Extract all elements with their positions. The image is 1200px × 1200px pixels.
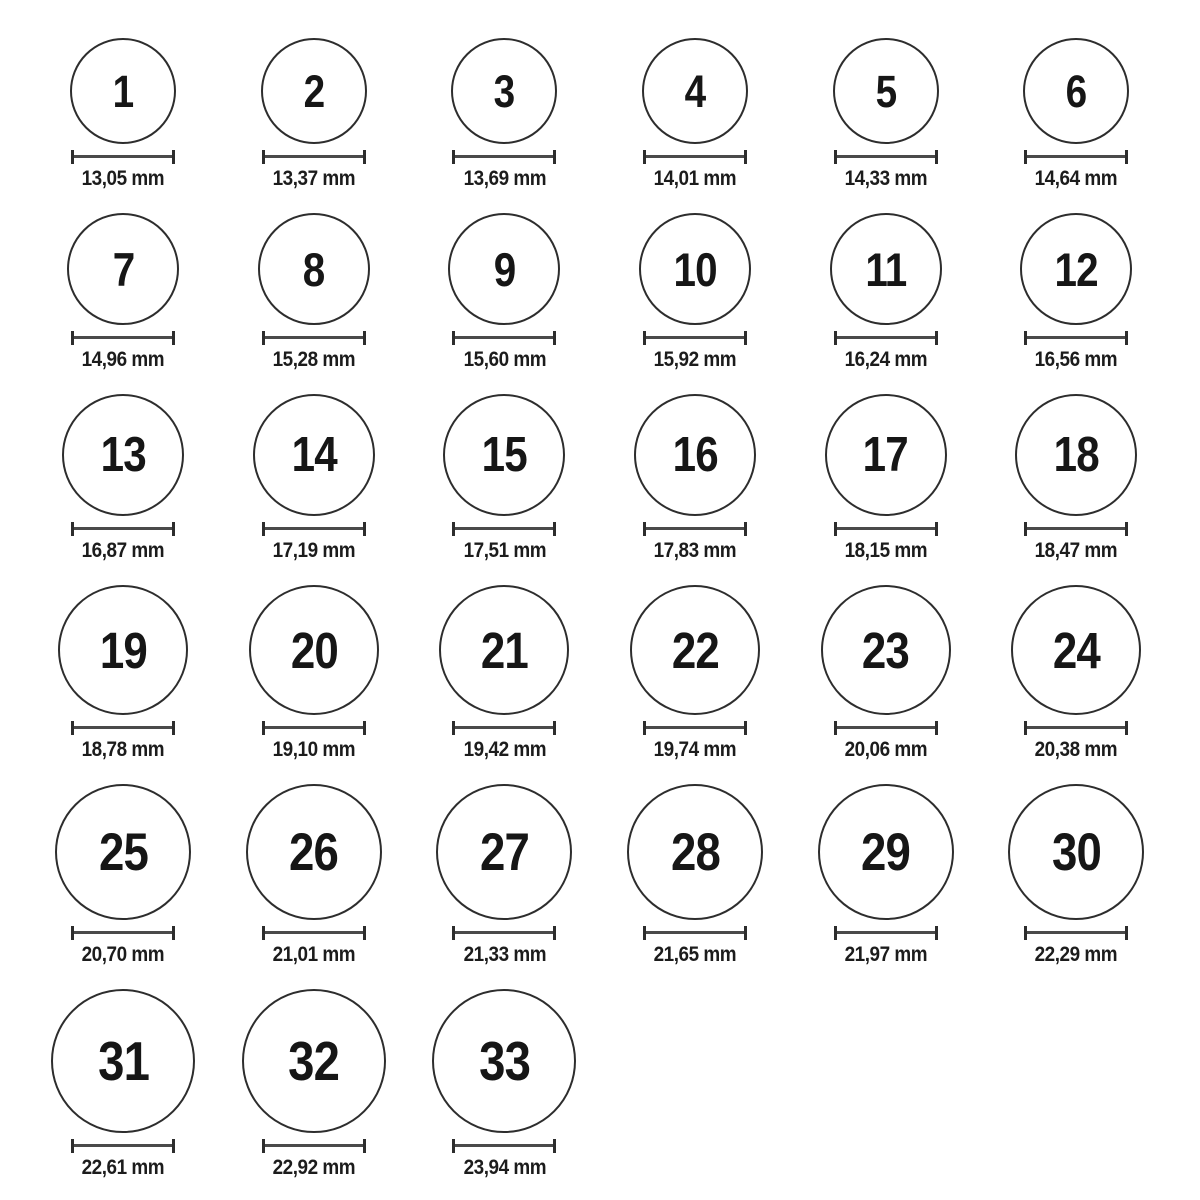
diameter-measure-line xyxy=(262,1139,366,1153)
ring-circle xyxy=(253,394,375,516)
ring-size-item xyxy=(409,989,600,1178)
diameter-label: 13,69 mm xyxy=(463,167,546,190)
diameter-measure-line xyxy=(262,522,366,536)
diameter-label: 16,56 mm xyxy=(1034,348,1118,371)
diameter-label: 21,01 mm xyxy=(272,943,356,966)
ring-size-item xyxy=(409,585,600,760)
ring-circle xyxy=(67,213,179,325)
ring-size-number: 33 xyxy=(479,1029,530,1092)
diameter-label: 21,97 mm xyxy=(844,943,927,966)
diameter-label: 14,64 mm xyxy=(1034,167,1118,190)
ring-size-item xyxy=(600,585,791,760)
ring-circle xyxy=(62,394,184,516)
ring-size-number: 26 xyxy=(289,822,339,882)
ring-circle xyxy=(436,784,572,920)
diameter-label: 19,74 mm xyxy=(653,738,737,761)
diameter-label: 15,28 mm xyxy=(272,348,356,371)
diameter-measure-line xyxy=(71,926,175,940)
ring-size-row xyxy=(28,38,1172,189)
ring-size-item xyxy=(409,38,600,189)
diameter-label: 15,60 mm xyxy=(463,348,546,371)
diameter-measure-line xyxy=(643,331,747,345)
diameter-label: 18,47 mm xyxy=(1034,539,1118,562)
diameter-measure-line xyxy=(834,926,938,940)
ring-size-number: 5 xyxy=(875,65,897,117)
ring-circle xyxy=(1011,585,1141,715)
diameter-measure-line xyxy=(643,721,747,735)
ring-size-number: 29 xyxy=(861,822,911,882)
ring-size-row xyxy=(28,394,1172,561)
ring-size-item xyxy=(600,213,791,370)
diameter-measure-line xyxy=(452,522,556,536)
ring-size-item xyxy=(600,394,791,561)
diameter-label: 17,19 mm xyxy=(272,539,356,562)
diameter-label: 16,24 mm xyxy=(844,348,927,371)
ring-size-item xyxy=(981,394,1172,561)
diameter-measure-line xyxy=(1024,721,1128,735)
ring-size-number: 9 xyxy=(493,242,516,296)
ring-circle xyxy=(51,989,195,1133)
diameter-measure-line xyxy=(452,150,556,164)
ring-circle xyxy=(627,784,763,920)
ring-size-item xyxy=(28,585,219,760)
ring-size-item xyxy=(409,213,600,370)
ring-circle xyxy=(448,213,560,325)
ring-size-row xyxy=(28,213,1172,370)
diameter-label: 22,61 mm xyxy=(82,1156,165,1179)
diameter-measure-line xyxy=(262,926,366,940)
diameter-measure-line xyxy=(1024,331,1128,345)
ring-size-item xyxy=(219,585,410,760)
diameter-measure-line xyxy=(452,721,556,735)
ring-size-item xyxy=(219,784,410,965)
ring-circle xyxy=(70,38,176,144)
diameter-label: 14,01 mm xyxy=(653,167,737,190)
ring-size-number: 25 xyxy=(98,822,148,882)
diameter-measure-line xyxy=(834,721,938,735)
ring-size-number: 16 xyxy=(672,427,718,482)
ring-size-item xyxy=(28,989,219,1178)
ring-size-item xyxy=(981,213,1172,370)
ring-circle xyxy=(1023,38,1129,144)
ring-circle xyxy=(246,784,382,920)
diameter-measure-line xyxy=(262,721,366,735)
diameter-measure-line xyxy=(834,522,938,536)
diameter-label: 14,33 mm xyxy=(844,167,927,190)
diameter-label: 20,70 mm xyxy=(82,943,165,966)
ring-size-number: 24 xyxy=(1052,621,1100,679)
diameter-label: 22,29 mm xyxy=(1034,943,1118,966)
ring-size-item xyxy=(981,585,1172,760)
ring-size-item xyxy=(219,38,410,189)
ring-size-item xyxy=(219,394,410,561)
ring-size-item xyxy=(790,394,981,561)
ring-circle xyxy=(258,213,370,325)
ring-circle xyxy=(55,784,191,920)
diameter-measure-line xyxy=(643,926,747,940)
diameter-label: 23,94 mm xyxy=(463,1156,546,1179)
diameter-measure-line xyxy=(643,522,747,536)
diameter-measure-line xyxy=(262,331,366,345)
ring-circle xyxy=(630,585,760,715)
ring-size-item xyxy=(409,784,600,965)
diameter-measure-line xyxy=(1024,522,1128,536)
diameter-measure-line xyxy=(452,926,556,940)
ring-size-number: 19 xyxy=(99,621,147,679)
ring-size-item xyxy=(219,989,410,1178)
diameter-measure-line xyxy=(643,150,747,164)
diameter-measure-line xyxy=(71,522,175,536)
ring-circle xyxy=(642,38,748,144)
ring-size-row xyxy=(28,989,1172,1178)
ring-size-number: 4 xyxy=(684,65,706,117)
ring-circle xyxy=(1020,213,1132,325)
ring-size-item xyxy=(28,394,219,561)
ring-size-item xyxy=(600,784,791,965)
ring-circle xyxy=(825,394,947,516)
ring-circle xyxy=(639,213,751,325)
ring-size-number: 28 xyxy=(670,822,720,882)
ring-size-number: 7 xyxy=(112,242,135,296)
ring-size-item xyxy=(790,213,981,370)
ring-size-item xyxy=(790,585,981,760)
ring-size-item xyxy=(790,38,981,189)
ring-size-number: 2 xyxy=(303,65,325,117)
diameter-measure-line xyxy=(262,150,366,164)
ring-size-item xyxy=(409,394,600,561)
diameter-measure-line xyxy=(1024,150,1128,164)
diameter-label: 13,37 mm xyxy=(272,167,356,190)
diameter-label: 18,15 mm xyxy=(844,539,927,562)
ring-size-item xyxy=(28,784,219,965)
diameter-label: 21,65 mm xyxy=(653,943,737,966)
diameter-measure-line xyxy=(1024,926,1128,940)
ring-size-number: 10 xyxy=(673,242,717,296)
diameter-measure-line xyxy=(71,150,175,164)
ring-size-number: 14 xyxy=(291,427,337,482)
ring-size-item xyxy=(981,784,1172,965)
diameter-label: 19,42 mm xyxy=(463,738,546,761)
diameter-measure-line xyxy=(834,331,938,345)
ring-size-number: 1 xyxy=(112,65,134,117)
ring-size-number: 8 xyxy=(303,242,325,296)
ring-size-number: 3 xyxy=(494,65,515,117)
diameter-label: 22,92 mm xyxy=(272,1156,356,1179)
diameter-measure-line xyxy=(71,721,175,735)
ring-size-number: 12 xyxy=(1054,242,1098,296)
ring-circle xyxy=(833,38,939,144)
ring-circle xyxy=(261,38,367,144)
diameter-label: 13,05 mm xyxy=(82,167,165,190)
ring-size-number: 32 xyxy=(288,1029,340,1092)
diameter-label: 21,33 mm xyxy=(463,943,546,966)
ring-circle xyxy=(1008,784,1144,920)
ring-circle xyxy=(58,585,188,715)
ring-size-item xyxy=(219,213,410,370)
ring-size-number: 21 xyxy=(480,621,529,679)
diameter-label: 17,83 mm xyxy=(653,539,737,562)
diameter-measure-line xyxy=(452,331,556,345)
ring-size-number: 18 xyxy=(1053,427,1099,482)
diameter-measure-line xyxy=(834,150,938,164)
ring-size-row xyxy=(28,585,1172,760)
ring-size-number: 23 xyxy=(862,621,910,679)
ring-size-item xyxy=(981,38,1172,189)
ring-size-item xyxy=(28,38,219,189)
ring-size-number: 13 xyxy=(100,427,146,482)
diameter-label: 17,51 mm xyxy=(463,539,546,562)
ring-size-item xyxy=(790,784,981,965)
ring-circle xyxy=(1015,394,1137,516)
ring-size-row xyxy=(28,784,1172,965)
ring-circle xyxy=(439,585,569,715)
ring-circle xyxy=(249,585,379,715)
ring-size-number: 30 xyxy=(1051,822,1101,882)
ring-size-number: 6 xyxy=(1065,65,1087,117)
ring-size-item xyxy=(600,38,791,189)
ring-circle xyxy=(830,213,942,325)
ring-size-number: 11 xyxy=(865,242,907,296)
diameter-measure-line xyxy=(452,1139,556,1153)
diameter-label: 14,96 mm xyxy=(82,348,165,371)
ring-circle xyxy=(821,585,951,715)
ring-circle xyxy=(242,989,386,1133)
ring-circle xyxy=(451,38,557,144)
diameter-label: 15,92 mm xyxy=(653,348,737,371)
ring-size-item xyxy=(28,213,219,370)
ring-circle xyxy=(818,784,954,920)
ring-circle xyxy=(443,394,565,516)
ring-circle xyxy=(432,989,576,1133)
ring-size-number: 15 xyxy=(481,427,528,482)
diameter-label: 19,10 mm xyxy=(272,738,356,761)
ring-size-number: 20 xyxy=(290,621,338,679)
diameter-label: 16,87 mm xyxy=(82,539,165,562)
ring-circle xyxy=(634,394,756,516)
ring-size-number: 17 xyxy=(863,427,909,482)
ring-size-number: 22 xyxy=(671,621,719,679)
diameter-label: 20,06 mm xyxy=(844,738,927,761)
ring-size-number: 31 xyxy=(97,1029,149,1092)
diameter-label: 18,78 mm xyxy=(82,738,165,761)
diameter-measure-line xyxy=(71,1139,175,1153)
diameter-label: 20,38 mm xyxy=(1034,738,1118,761)
diameter-measure-line xyxy=(71,331,175,345)
ring-size-number: 27 xyxy=(479,822,529,882)
